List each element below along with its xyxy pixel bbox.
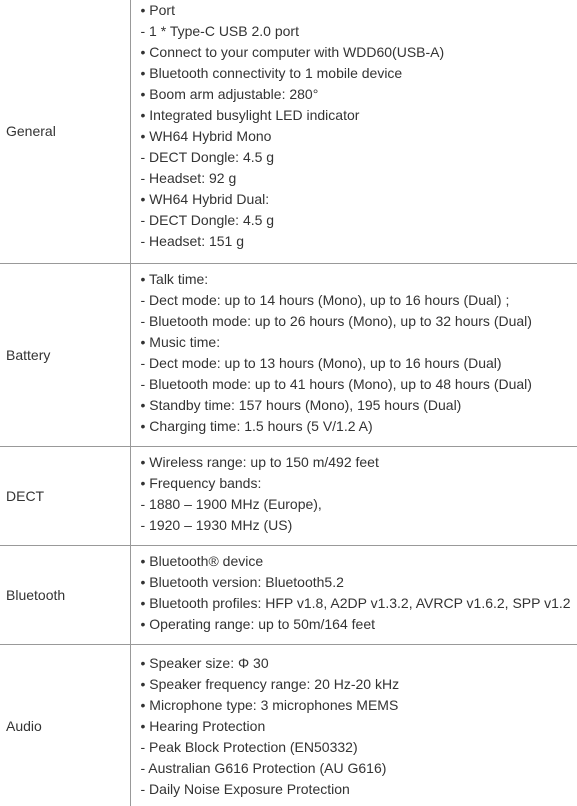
spec-values xyxy=(130,0,577,263)
spec-line: • Microphone type: 3 microphones MEMS xyxy=(140,696,399,713)
spec-line: - Dect mode: up to 13 hours (Mono), up to 16 hours (Dual) xyxy=(140,354,502,371)
spec-label: Bluetooth xyxy=(0,545,130,644)
spec-row-battery xyxy=(0,263,577,446)
spec-values xyxy=(130,263,577,446)
spec-label: DECT xyxy=(0,446,130,545)
spec-line: • Music time: xyxy=(140,333,221,350)
spec-line: • Port xyxy=(140,2,175,18)
spec-line: - Headset: 151 g xyxy=(140,233,245,249)
spec-line: • WH64 Hybrid Mono xyxy=(140,128,272,144)
spec-line: - Bluetooth mode: up to 41 hours (Mono), up to 48 hours (Dual) xyxy=(140,375,532,392)
spec-line: • Bluetooth version: Bluetooth5.2 xyxy=(140,573,344,590)
spec-line: - Australian G616 Protection (AU G616) xyxy=(140,759,387,776)
spec-values xyxy=(130,446,577,545)
spec-line: - 1920 – 1930 MHz (US) xyxy=(140,516,293,533)
spec-line: - DECT Dongle: 4.5 g xyxy=(140,212,275,228)
spec-row-dect xyxy=(0,446,577,545)
spec-line: - 1 * Type-C USB 2.0 port xyxy=(140,23,299,39)
spec-line: - Bluetooth mode: up to 26 hours (Mono), up to 32 hours (Dual) xyxy=(140,312,532,329)
spec-line: - Daily Noise Exposure Protection xyxy=(140,780,350,797)
spec-line: • Standby time: 157 hours (Mono), 195 hours (Dual) xyxy=(140,396,462,413)
spec-values xyxy=(130,644,577,806)
spec-line: • Hearing Protection xyxy=(140,717,266,734)
spec-line: • Wireless range: up to 150 m/492 feet xyxy=(140,453,379,470)
spec-values xyxy=(130,545,577,644)
spec-row-general xyxy=(0,0,577,263)
spec-line: • WH64 Hybrid Dual: xyxy=(140,191,270,207)
spec-line: - Peak Block Protection (EN50332) xyxy=(140,738,358,755)
spec-line: - DECT Dongle: 4.5 g xyxy=(140,149,275,165)
spec-line: • Speaker frequency range: 20 Hz-20 kHz xyxy=(140,675,400,692)
spec-line: • Operating range: up to 50m/164 feet xyxy=(140,615,375,632)
spec-row-bluetooth xyxy=(0,545,577,644)
spec-line: • Frequency bands: xyxy=(140,474,262,491)
spec-label: General xyxy=(0,0,130,263)
spec-row-audio xyxy=(0,644,577,806)
spec-line: • Talk time: xyxy=(140,270,209,287)
spec-line: • Bluetooth® device xyxy=(140,552,264,569)
spec-line: • Integrated busylight LED indicator xyxy=(140,107,360,123)
spec-label: Battery xyxy=(0,263,130,446)
spec-label: Audio xyxy=(0,644,130,806)
spec-line: • Charging time: 1.5 hours (5 V/1.2 A) xyxy=(140,417,373,434)
spec-line: - Headset: 92 g xyxy=(140,170,237,186)
spec-line: • Connect to your computer with WDD60(USB-A) xyxy=(140,44,445,60)
spec-line: • Bluetooth profiles: HFP v1.8, A2DP v1.3.2, AVRCP v1.6.2, SPP v1.2 xyxy=(140,594,571,611)
spec-line: - Dect mode: up to 14 hours (Mono), up to 16 hours (Dual) ; xyxy=(140,291,510,308)
spec-line: • Speaker size: Φ 30 xyxy=(140,654,269,671)
spec-line: - 1880 – 1900 MHz (Europe), xyxy=(140,495,322,512)
spec-line: • Bluetooth connectivity to 1 mobile device xyxy=(140,65,403,81)
spec-line: • Boom arm adjustable: 280° xyxy=(140,86,319,102)
